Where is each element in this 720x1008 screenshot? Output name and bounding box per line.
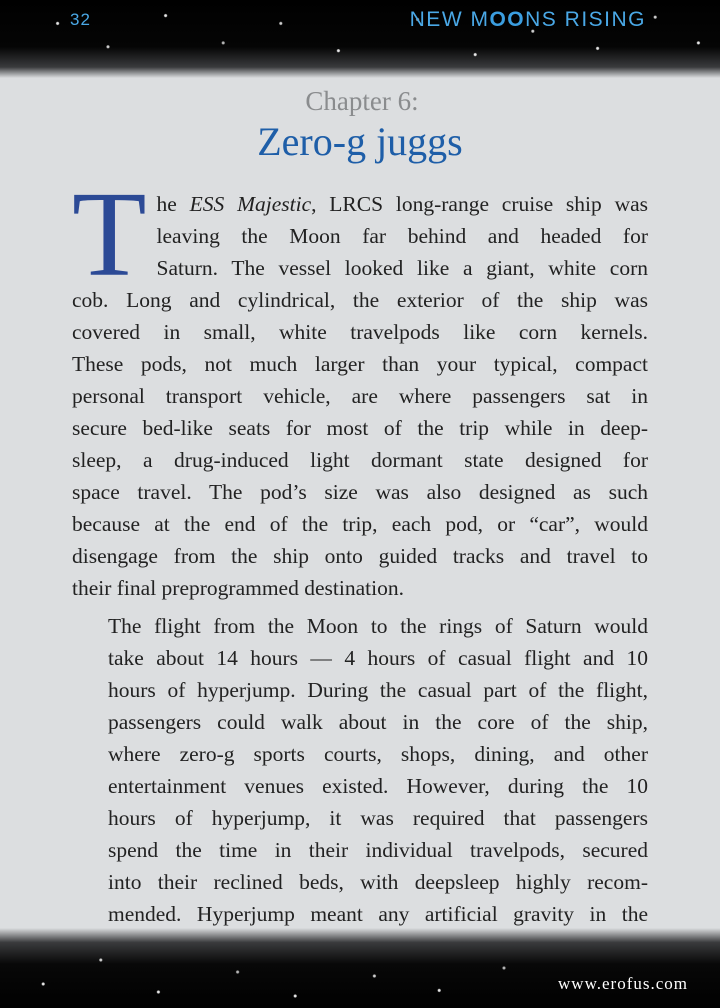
text-line: hours of hyperjump, it was required that passengers bbox=[108, 806, 648, 830]
chapter-title: Zero-g juggs bbox=[257, 119, 463, 164]
text-line: he ESS Majestic, LRCS long-range cruise ship was bbox=[156, 192, 649, 216]
watermark: www.erofus.com bbox=[558, 974, 688, 993]
page-footer bbox=[0, 928, 720, 1008]
text-line: Saturn. The vessel looked like a giant, white corn bbox=[156, 256, 648, 280]
text-line: spend the time in their individual travelpods, secured bbox=[108, 838, 648, 862]
chapter-label: Chapter 6: bbox=[305, 86, 419, 116]
text-line: entertainment venues existed. However, during the 10 bbox=[108, 774, 648, 798]
text-line: disengage from the ship onto guided tracks and travel to bbox=[72, 544, 648, 568]
text-line: their final preprogrammed destination. bbox=[72, 576, 404, 600]
text-line: The flight from the Moon to the rings of Saturn would bbox=[108, 614, 648, 638]
paragraph-2 bbox=[72, 610, 648, 930]
text-line: mended. Hyperjump meant any artificial gravity in the bbox=[108, 902, 648, 926]
text-line: take about 14 hours — 4 hours of casual flight and 10 bbox=[108, 646, 648, 670]
text-line: passengers could walk about in the core of the ship, bbox=[108, 710, 648, 734]
text-line: sleep, a drug-induced light dormant state designed for bbox=[72, 448, 648, 472]
text-line: cob. Long and cylindrical, the exterior of the ship was bbox=[72, 288, 648, 312]
text-line: into their reclined beds, with deepsleep highly recom- bbox=[108, 870, 648, 894]
body-text bbox=[72, 167, 649, 930]
page-header bbox=[0, 0, 720, 78]
text-line: where zero-g sports courts, shops, dining, and other bbox=[108, 742, 648, 766]
text-line: These pods, not much larger than your typical, compact bbox=[72, 352, 648, 376]
text-line: leaving the Moon far behind and headed for bbox=[156, 224, 648, 248]
drop-cap: T bbox=[72, 167, 147, 302]
text-line: personal transport vehicle, are where passengers sat in bbox=[72, 384, 648, 408]
running-title: NEW MOONS RISING bbox=[409, 8, 646, 31]
page-number: 32 bbox=[70, 10, 91, 29]
text-line: secure bed-like seats for most of the trip while in deep- bbox=[72, 416, 648, 440]
paragraph-1 bbox=[72, 167, 649, 604]
text-line: covered in small, white travelpods like corn kernels. bbox=[72, 320, 648, 344]
text-line: because at the end of the trip, each pod, or “car”, would bbox=[72, 512, 648, 536]
text-line: hours of hyperjump. During the casual part of the flight, bbox=[108, 678, 648, 702]
text-line: space travel. The pod’s size was also designed as such bbox=[72, 480, 648, 504]
